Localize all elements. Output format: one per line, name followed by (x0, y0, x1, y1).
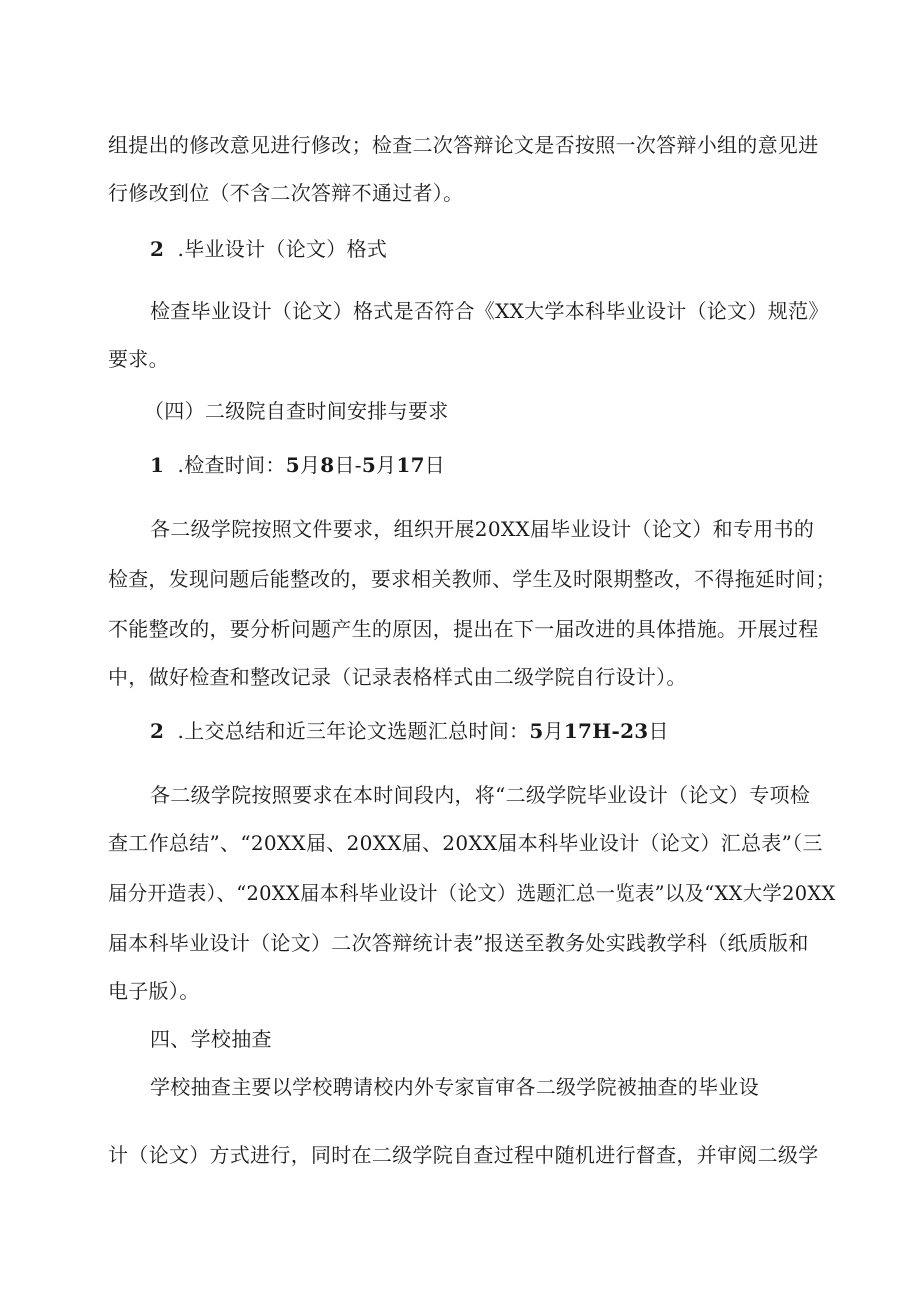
paragraph-line: 届分开造表）、“20XX届本科毕业设计（论文）选题汇总一览表”以及“XX大学20XX (108, 881, 836, 905)
paragraph-line: 检查，发现问题后能整改的，要求相关教师、学生及时限期整改，不得拖延时间； (108, 567, 836, 591)
paragraph-line: 电子版）。 (108, 979, 200, 1003)
date-value: 5 (529, 719, 544, 743)
date-unit: 月 (299, 453, 321, 477)
heading-text: .检查时间： (177, 453, 286, 477)
heading-text: .上交总结和近三年论文选题汇总时间： (177, 719, 530, 743)
section-heading: （四）二级院自查时间安排与要求 (144, 399, 449, 423)
heading-format (150, 234, 387, 264)
date-unit: 日- (334, 453, 362, 477)
heading-check-time (150, 450, 445, 480)
paragraph-line: 各二级学院按照要求在本时间段内，将“二级学院毕业设计（论文）专项检 (150, 783, 811, 807)
date-value: 5 (285, 453, 300, 477)
date-unit: 月 (543, 719, 564, 743)
date-unit: 月 (376, 453, 397, 477)
part-heading: 四、学校抽查 (150, 1027, 272, 1051)
date-value: 17H-23 (563, 719, 649, 743)
paragraph-line: 计（论文）方式进行，同时在二级学院自查过程中随机进行督查，并审阅二级学 (108, 1143, 819, 1167)
paragraph-line: 届本科毕业设计（论文）二次答辩统计表”报送至教务处实践教学科（纸质版和 (108, 931, 809, 955)
paragraph-line: 行修改到位（不含二次答辩不通过者）。 (108, 181, 464, 205)
date-value: 5 (361, 453, 377, 477)
paragraph-line: 要求。 (108, 347, 169, 371)
heading-text: .毕业设计（论文）格式 (177, 237, 388, 261)
paragraph-line: 检查毕业设计（论文）格式是否符合《XX大学本科毕业设计（论文）规范》 (150, 299, 829, 323)
date-value: 17 (396, 453, 425, 477)
paragraph-line: 查工作总结”、“20XX届、20XX届、20XX届本科毕业设计（论文）汇总表”（三 (108, 831, 823, 855)
paragraph-line: 组提出的修改意见进行修改；检查二次答辩论文是否按照一次答辩小组的意见进 (108, 133, 819, 157)
date-unit: 日 (424, 453, 446, 477)
paragraph-line: 各二级学院按照文件要求，组织开展20XX届毕业设计（论文）和专用书的 (150, 517, 815, 541)
heading-submit-time (150, 716, 669, 746)
date-unit: 日 (648, 719, 669, 743)
paragraph-line: 学校抽查主要以学校聘请校内外专家盲审各二级学院被抽查的毕业设 (150, 1075, 759, 1099)
paragraph-line: 中，做好检查和整改记录（记录表格样式由二级学院自行设计）。 (108, 665, 687, 689)
heading-number: 1 (150, 453, 165, 477)
heading-number: 2 (150, 237, 165, 261)
paragraph-line: 不能整改的，要分析问题产生的原因，提出在下一届改进的具体措施。开展过程 (108, 617, 819, 641)
heading-number: 2 (150, 719, 165, 743)
date-value: 8 (320, 453, 335, 477)
